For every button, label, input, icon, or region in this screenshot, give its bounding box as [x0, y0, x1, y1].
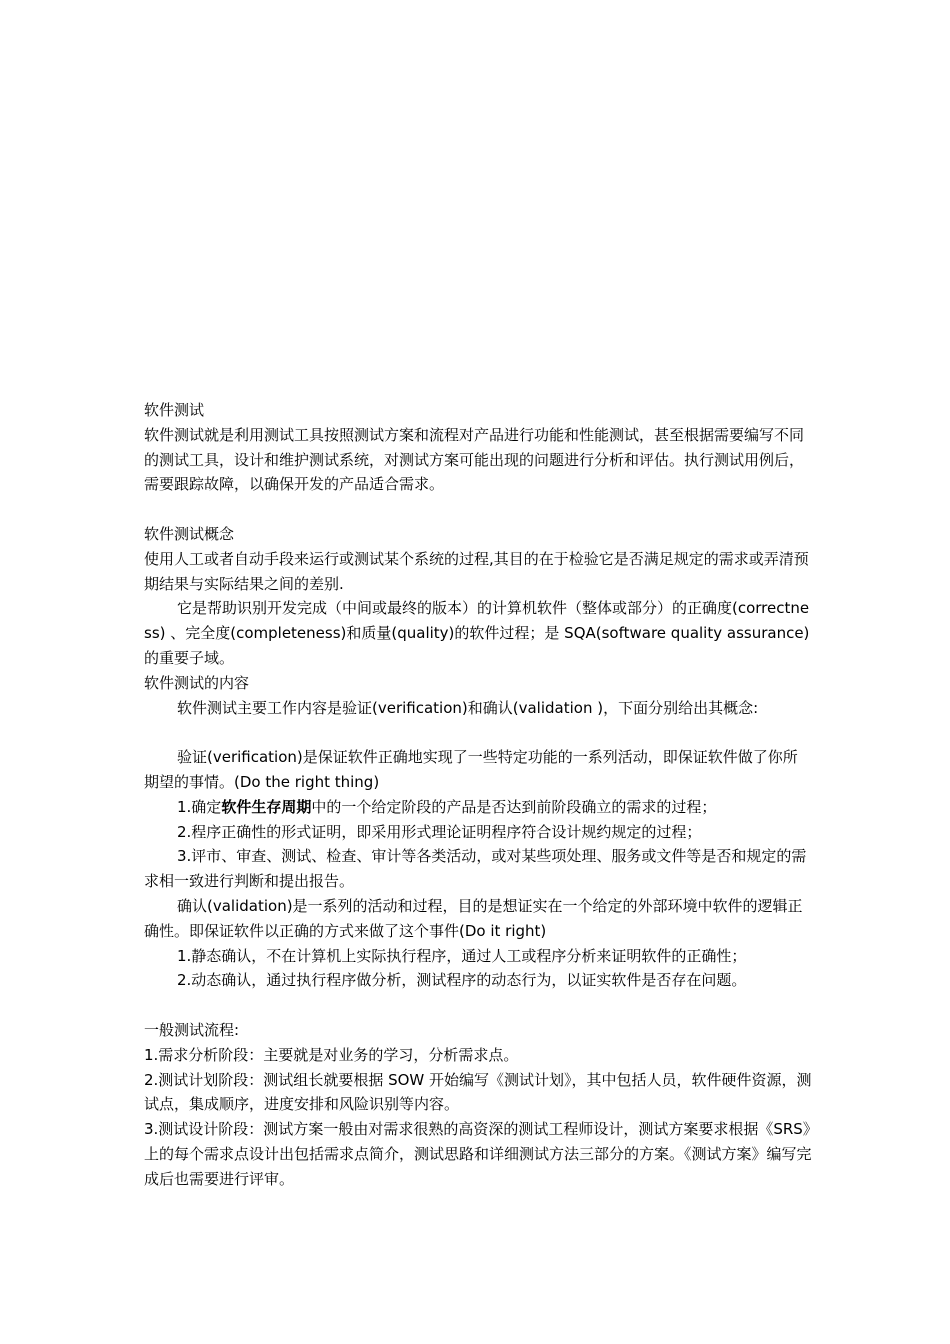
verification-item-1-suffix: 中的一个给定阶段的产品是否达到前阶段确立的需求的过程；: [311, 797, 717, 816]
verification-item-1: [144, 795, 812, 820]
section-title-testing: 软件测试: [144, 401, 205, 419]
paragraph-content-intro: 软件测试主要工作内容是验证(verification)和确认(validation )，下面分别给出其概念:: [177, 698, 759, 717]
paragraph-verification: 验证(verification)是保证软件正确地实现了一些特定功能的一系列活动，即保证软件做了你所期望的事情。(Do the right thing): [144, 748, 798, 791]
process-step-3: 3.测试设计阶段：测试方案一般由对需求很熟的高资深的测试工程师设计，测试方案要求根据《SRS》上的每个需求点设计出包括需求点简介，测试思路和详细测试方法三部分的方案。《测试方案》编写完成后也需要进行评审。: [144, 1120, 812, 1188]
paragraph-testing-definition: 软件测试就是利用测试工具按照测试方案和流程对产品进行功能和性能测试，甚至根据需要编写不同的测试工具，设计和维护测试系统，对测试方案可能出现的问题进行分析和评估。执行测试用例后，需要跟踪故障，以确保开发的产品适合需求。: [144, 425, 805, 494]
paragraph-validation: 确认(validation)是一系列的活动和过程，目的是想证实在一个给定的外部环境中软件的逻辑正确性。即保证软件以正确的方式来做了这个事件(Do it right): [144, 896, 803, 940]
blank-line: [144, 993, 812, 1018]
section-title-content: 软件测试的内容: [144, 673, 250, 692]
paragraph-concept-2: 它是帮助识别开发完成（中间或最终的版本）的计算机软件（整体或部分）的正确度(correctness) 、完全度(completeness)和质量(quality)的软件过程；是 SQA(software quality assurance)的重要子域。: [144, 599, 810, 667]
blank-line: [144, 497, 812, 522]
document-body: [144, 398, 812, 1192]
validation-item-1: 1.静态确认，不在计算机上实际执行程序，通过人工或程序分析来证明软件的正确性；: [177, 946, 747, 965]
section-title-concept: 软件测试概念: [144, 524, 235, 543]
blank-line: [144, 720, 812, 745]
verification-item-1-bold-term: 软件生存周期: [221, 797, 312, 816]
verification-item-1-prefix: 1.确定: [177, 797, 222, 816]
paragraph-concept-1: 使用人工或者自动手段来运行或测试某个系统的过程,其目的在于检验它是否满足规定的需求或弄清预期结果与实际结果之间的差别.: [144, 549, 809, 593]
validation-item-2: 2.动态确认，通过执行程序做分析，测试程序的动态行为，以证实软件是否存在问题。: [177, 971, 747, 990]
process-step-2: 2.测试计划阶段：测试组长就要根据 SOW 开始编写《测试计划》，其中包括人员，软件硬件资源，测试点，集成顺序，进度安排和风险识别等内容。: [144, 1070, 812, 1114]
verification-item-3: 3.评市、审查、测试、检查、审计等各类活动，或对某些项处理、服务或文件等是否和规定的需求相一致进行判断和提出报告。: [144, 847, 807, 891]
process-step-1: 1.需求分析阶段：主要就是对业务的学习，分析需求点。: [144, 1045, 519, 1064]
section-title-process: 一般测试流程:: [144, 1020, 240, 1039]
verification-item-2: 2.程序正确性的形式证明，即采用形式理论证明程序符合设计规约规定的过程；: [177, 822, 702, 841]
